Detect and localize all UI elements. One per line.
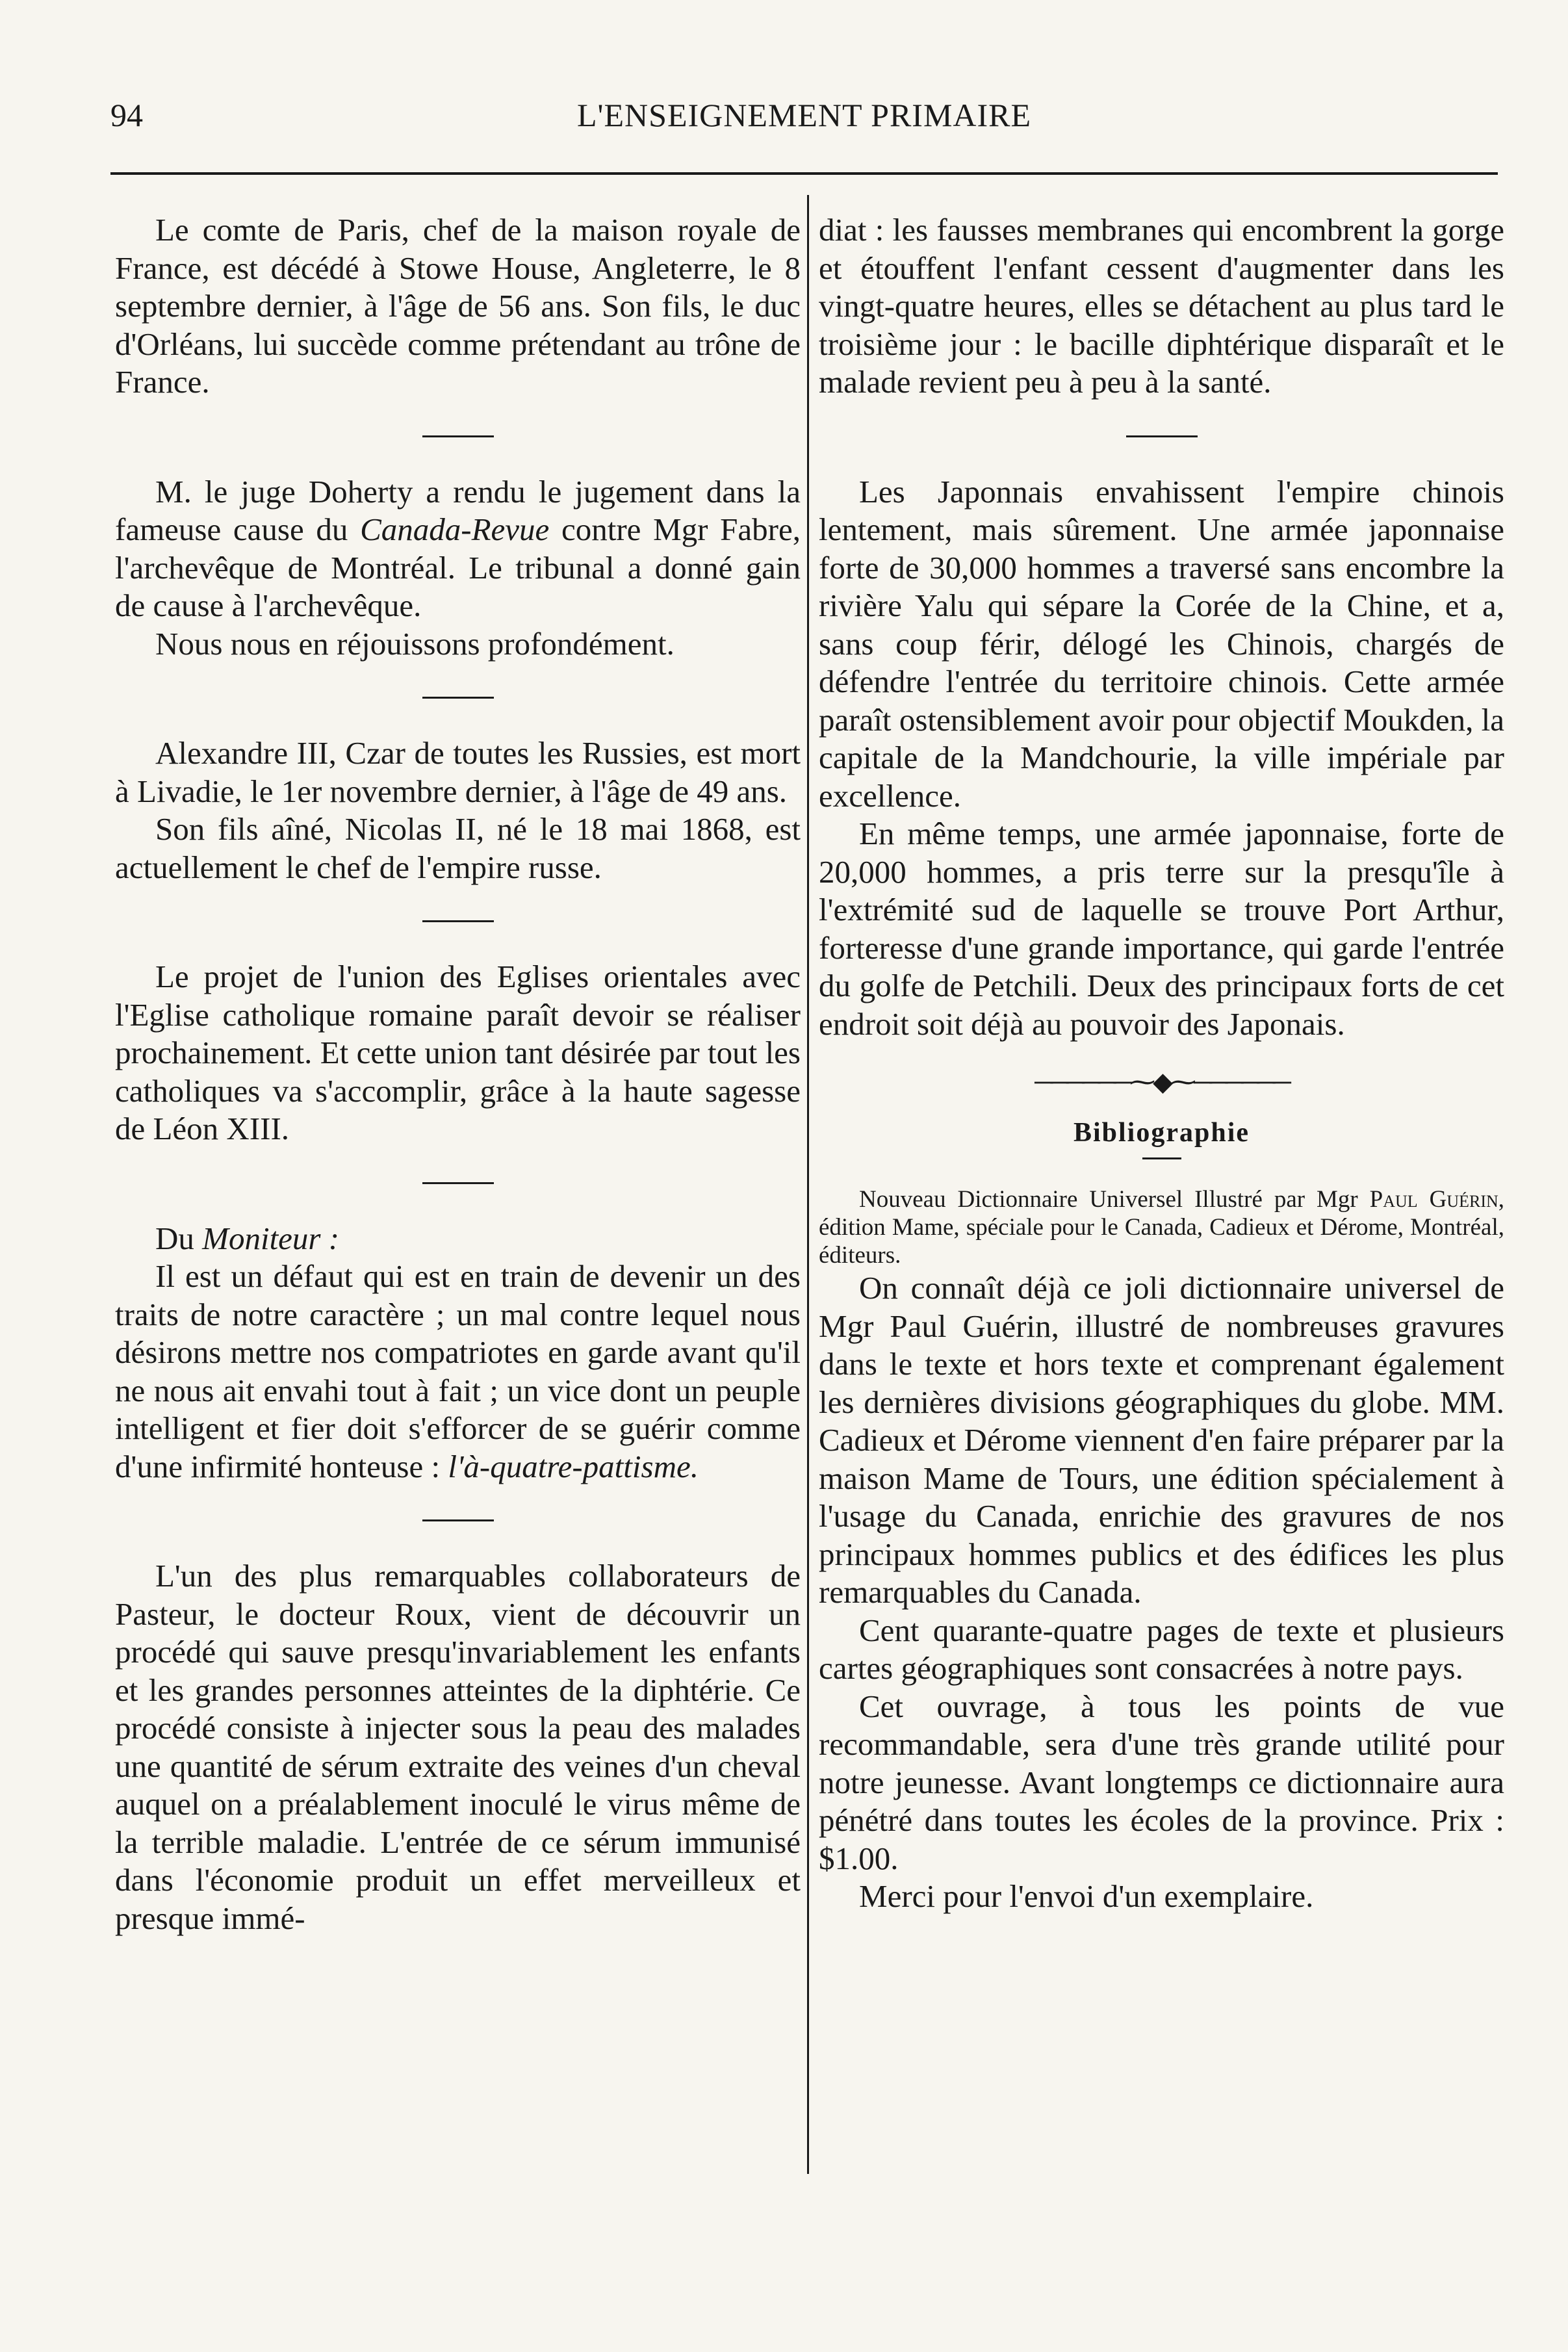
article-japon: Les Japonnais envahissent l'empire chinois lentement, mais sûrement. Une armée japonnaise forte de 30,000 hommes a traversé sans encombre la rivière Yalu qui sépare la Corée de la Chine, et a, sans coup férir, délogé les Chinois, chargés de défendre l'entrée du territoire chinois. Cette armée paraît ostensiblement avoir pour objectif Moukden, la capitale de la Mandchourie, la ville impériale par excellence. (819, 473, 1504, 814)
doherty-text: M. le juge Doherty a rendu le jugement dans la fameuse cause du (115, 473, 801, 547)
doherty-text-2: contre Mgr Fabre, l'archevêque de Montréal. Le tribunal a donné gain de cause à l'archevêque. (115, 511, 801, 623)
header-rule (110, 172, 1498, 175)
biblio-paragraph: Cet ouvrage, à tous les points de vue recommandable, sera d'une très grande utilité pour notre jeunesse. Avant longtemps ce dictionnaire aura pénétré dans toutes les écoles de la province. Prix : $1.00. (819, 1688, 1504, 1876)
ornament-divider: ──────⁓◆⁓────── (1035, 1067, 1289, 1096)
moniteur-italic: Moniteur : (202, 1220, 340, 1256)
article-paris: Le comte de Paris, chef de la maison royale de France, est décédé à Stowe House, Angleterre, le 8 septembre dernier, à l'âge de 56 ans. Son fils, le duc d'Orléans, lui succède comme prétendant au trône de France. (115, 212, 801, 400)
book-ref-text: Nouveau Dictionnaire Universel Illustré par Mgr (859, 1186, 1358, 1213)
book-ref-text-2: édition Mame, spéciale pour le Canada, Cadieux et Dérome, Montréal, éditeurs. (819, 1214, 1504, 1269)
separator (422, 697, 494, 699)
article-moniteur-source (115, 1220, 801, 1258)
article-roux-continued: diat : les fausses membranes qui encombrent la gorge et étouffent l'enfant cessent d'augmenter dans les vingt-quatre heures, elles se détachent au plus tard le troisième jour : le bacille diphtérique disparaît et le malade revient peu à peu à la santé. (819, 212, 1504, 400)
article-moniteur (115, 1258, 801, 1486)
separator (422, 1519, 494, 1521)
article-alexandre: Alexandre III, Czar de toutes les Russies, est mort à Livadie, le 1er novembre dernier, à l'âge de 49 ans. (115, 735, 801, 809)
article-doherty (115, 473, 801, 625)
running-title: L'ENSEIGNEMENT PRIMAIRE (576, 97, 1032, 133)
page-header (110, 96, 1498, 148)
moniteur-italic-end: l'à-quatre-pattisme. (448, 1448, 699, 1484)
doherty-italic: Canada-Revue (360, 511, 550, 547)
article-doherty-comment: Nous nous en réjouissons profondément. (155, 625, 675, 662)
biblio-paragraph: Cent quarante-quatre pages de texte et plusieurs cartes géographiques sont consacrées à notre pays. (819, 1612, 1504, 1686)
separator (422, 1182, 494, 1184)
separator (1126, 435, 1198, 437)
article-japon-2: En même temps, une armée japonnaise, forte de 20,000 hommes, a pris terre sur la presqu'île à l'extrémité sud de laquelle se trouve Port Arthur, forteresse d'une grande importance, qui garde l'entrée du golfe de Petchili. Deux des principaux forts de cet endroit soit déjà au pouvoir des Japonais. (819, 816, 1504, 1042)
book-ref-author: Paul Guérin, (1369, 1186, 1505, 1213)
biblio-thanks: Merci pour l'envoi d'un exemplaire. (859, 1878, 1314, 1914)
biblio-paragraph: On connaît déjà ce joli dictionnaire universel de Mgr Paul Guérin, illustré de nombreuses gravures dans le texte et hors texte et comprenant également les dernières divisions géographiques du globe. MM. Cadieux et Dérome viennent d'en faire préparer par la maison Mame de Tours, une édition spécialement à l'usage du Canada, enrichie des gravures de nos principaux hommes publics et des édifices les plus remarquables du Canada. (819, 1270, 1504, 1610)
page-number: 94 (110, 97, 143, 133)
article-eglises: Le projet de l'union des Eglises orientales avec l'Eglise catholique romaine paraît devoir se réaliser prochainement. Et cette union tant désirée par tout les catholiques va s'accomplir, grâce à la haute sagesse de Léon XIII. (115, 959, 801, 1146)
separator-small (1142, 1157, 1181, 1159)
right-column (819, 211, 1504, 1916)
column-divider (807, 195, 809, 2174)
moniteur-body: Il est un défaut qui est en train de devenir un des traits de notre caractère ; un mal contre lequel nous désirons mettre nos compatriotes en garde avant qu'il ne nous ait envahi tout à fait ; un vice dont un peuple intelligent et fier doit s'efforcer de se guérir comme d'une infirmité honteuse : (115, 1258, 801, 1484)
article-alexandre-son: Son fils aîné, Nicolas II, né le 18 mai 1868, est actuellement le chef de l'empire russe. (115, 811, 801, 885)
moniteur-prefix: Du (155, 1220, 194, 1256)
separator (422, 435, 494, 437)
article-roux: L'un des plus remarquables collaborateurs de Pasteur, le docteur Roux, vient de découvrir un procédé qui sauve presqu'invariablement les enfants et les grandes personnes atteintes de la diphtérie. Ce procédé consiste à injecter sous la peau des malades une quantité de sérum extraite des veines d'un cheval auquel on a préalablement inoculé le virus même de la terrible maladie. L'entrée de ce sérum immunisé dans l'économie produit un effet merveilleux et presque immé- (115, 1558, 801, 1936)
separator (422, 920, 494, 922)
section-title-bibliographie: Bibliographie (1073, 1118, 1250, 1148)
left-column (115, 211, 801, 1937)
book-reference (819, 1185, 1504, 1269)
